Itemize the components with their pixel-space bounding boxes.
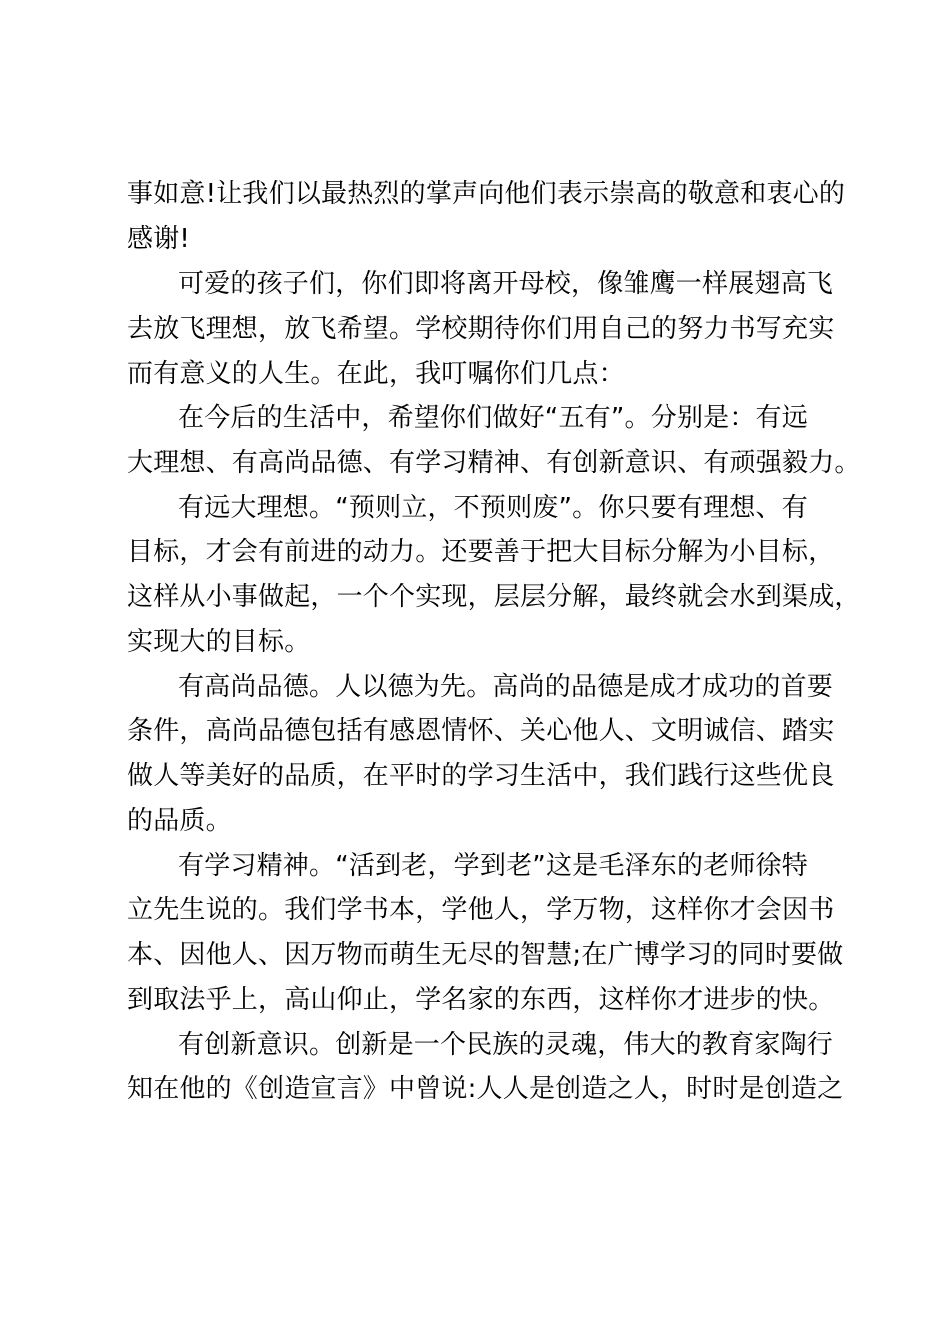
text-line: 感谢! bbox=[127, 224, 191, 254]
text-line: 去放飞理想，放飞希望。学校期待你们用自己的努力书写充实 bbox=[127, 314, 835, 344]
text-line: 条件，高尚品德包括有感恩情怀、关心他人、文明诚信、踏实 bbox=[127, 716, 835, 746]
text-line: 本、因他人、因万物而萌生无尽的智慧;在广博学习的同时要做 bbox=[127, 940, 844, 970]
paragraph-first-line: 可爱的孩子们，你们即将离开母校，像雏鹰一样展翅高飞 bbox=[178, 269, 834, 299]
text-line: 目标，才会有前进的动力。还要善于把大目标分解为小目标， bbox=[127, 537, 835, 567]
paragraph-first-line: 有学习精神。“活到老，学到老”这是毛泽东的老师徐特 bbox=[178, 851, 808, 881]
text-line: 立先生说的。我们学书本，学他人，学万物，这样你才会因书 bbox=[127, 895, 835, 925]
paragraph-first-line: 有高尚品德。人以德为先。高尚的品德是成才成功的首要 bbox=[178, 672, 834, 702]
text-line: 做人等美好的品质，在平时的学习生活中，我们践行这些优良 bbox=[127, 761, 835, 791]
text-line: 而有意义的人生。在此，我叮嘱你们几点： bbox=[127, 359, 625, 389]
paragraph-first-line: 有远大理想。“预则立，不预则废”。你只要有理想、有 bbox=[178, 493, 808, 523]
text-line: 实现大的目标。 bbox=[127, 627, 311, 657]
text-line: 大理想、有高尚品德、有学习精神、有创新意识、有顽强毅力。 bbox=[127, 448, 861, 478]
paragraph-first-line: 在今后的生活中，希望你们做好“五有”。分别是：有远 bbox=[178, 403, 808, 433]
text-line: 的品质。 bbox=[127, 806, 232, 836]
text-line: 这样从小事做起，一个个实现，层层分解，最终就会水到渠成， bbox=[127, 582, 861, 612]
text-line: 知在他的《创造宣言》中曾说:人人是创造之人，时时是创造之 bbox=[127, 1074, 844, 1104]
paragraph-first-line: 有创新意识。创新是一个民族的灵魂，伟大的教育家陶行 bbox=[178, 1030, 834, 1060]
text-line: 事如意!让我们以最热烈的掌声向他们表示崇高的敬意和衷心的 bbox=[127, 179, 846, 209]
text-line: 到取法乎上，高山仰止，学名家的东西，这样你才进步的快。 bbox=[127, 985, 835, 1015]
